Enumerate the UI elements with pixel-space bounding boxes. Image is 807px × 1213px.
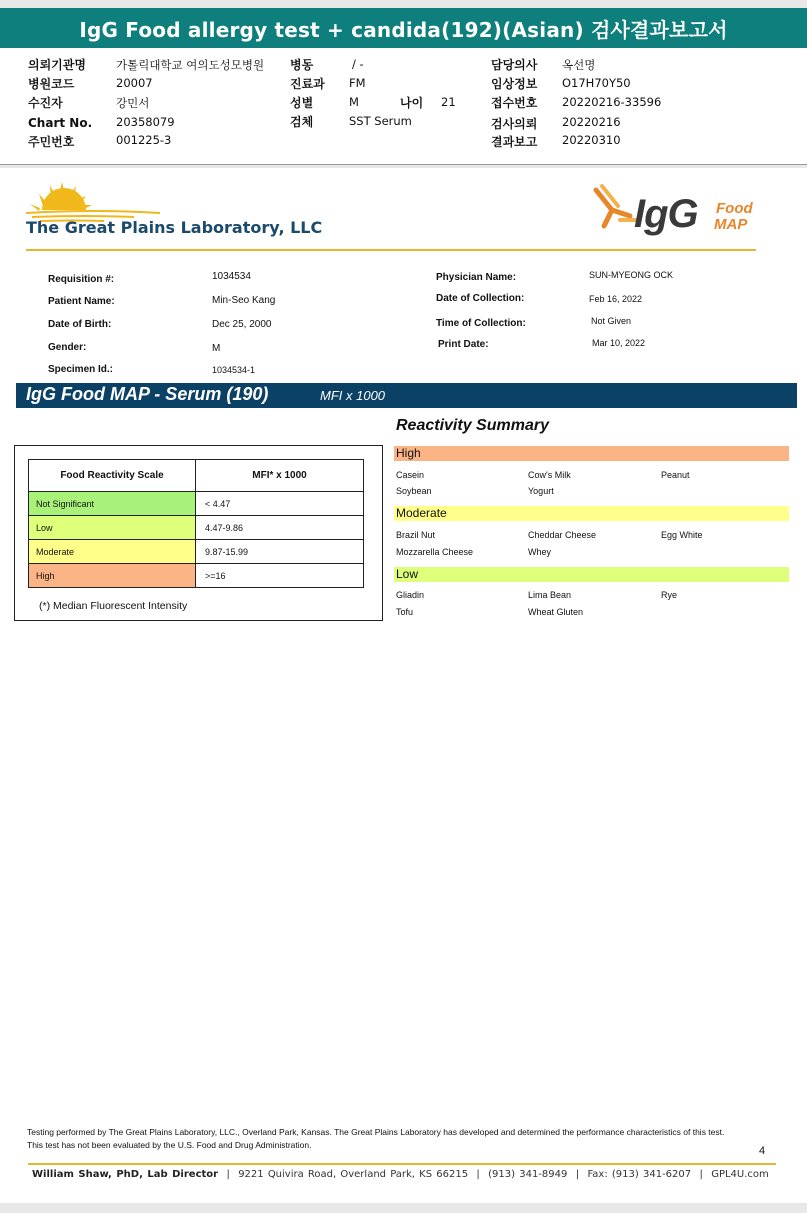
institution-label: 의뢰기관명: [28, 57, 86, 72]
collection-time-label: Time of Collection:: [436, 318, 526, 329]
scale-range: 9.87-15.99: [196, 540, 364, 564]
report-page: [0, 168, 807, 1203]
collection-date-value: Feb 16, 2022: [589, 294, 643, 304]
specimen-id-value: 1034534-1: [212, 365, 256, 375]
sun-logo-icon: [24, 178, 314, 248]
request-value: 20220216: [562, 115, 621, 129]
ward-value: / -: [352, 57, 364, 71]
header-divider: [26, 249, 756, 251]
collection-time-value: Not Given: [591, 316, 632, 326]
sex-label: 성별: [290, 95, 314, 110]
report-title: IgG Food allergy test + candida(192)(Asian) 검사결과보고서: [0, 8, 807, 48]
summary-item: Cheddar Cheese: [528, 530, 597, 540]
summary-item: Whey: [528, 547, 552, 557]
specimen-value: SST Serum: [349, 114, 412, 128]
summary-item: Lima Bean: [528, 590, 572, 600]
physician-label: Physician Name:: [436, 272, 517, 283]
ward-label: 병동: [290, 57, 314, 72]
summary-item: Mozzarella Cheese: [396, 547, 474, 557]
chart-no-value: 20358079: [116, 115, 175, 129]
summary-band-low: Low: [394, 567, 789, 582]
patient-name-label: Patient Name:: [48, 296, 115, 307]
summary-item: Brazil Nut: [396, 530, 436, 540]
logo-igg-text: IgG: [634, 192, 698, 236]
map-title: IgG Food MAP - Serum (190): [26, 384, 269, 404]
scale-range: 4.47-9.86: [196, 516, 364, 540]
igg-food-map-logo: [590, 182, 760, 248]
dept-label: 진료과: [290, 76, 325, 91]
summary-item: Gliadin: [396, 590, 425, 600]
receipt-label: 접수번호: [491, 95, 538, 110]
clinical-label: 임상정보: [491, 76, 538, 91]
scale-level: Low: [29, 516, 196, 540]
patient-name-value: Min-Seo Kang: [212, 295, 276, 306]
summary-item: Wheat Gluten: [528, 607, 584, 617]
scale-level: Moderate: [29, 540, 196, 564]
age-value: 21: [441, 95, 456, 109]
summary-item: Soybean: [396, 486, 432, 496]
logo-food-text: Food: [716, 200, 753, 217]
scale-header-right: MFI* x 1000: [196, 460, 364, 492]
gender-label: Gender:: [48, 342, 87, 353]
scale-row: [29, 540, 364, 564]
scale-level: Not Significant: [29, 492, 196, 516]
scale-row: [29, 492, 364, 516]
map-subtitle: MFI x 1000: [320, 388, 386, 403]
summary-item: Yogurt: [528, 486, 554, 496]
summary-item: Peanut: [661, 470, 690, 480]
resident-no-value: 001225-3: [116, 133, 172, 147]
scale-range: >=16: [196, 564, 364, 588]
scale-level: High: [29, 564, 196, 588]
patient-value: 강민서: [116, 96, 150, 110]
dob-value: Dec 25, 2000: [212, 319, 272, 330]
result-value: 20220310: [562, 133, 621, 147]
specimen-label: 검체: [290, 114, 314, 129]
doctor-label: 담당의사: [491, 57, 538, 72]
summary-item: Casein: [396, 470, 425, 480]
print-date-label: Print Date:: [438, 339, 489, 350]
lab-website[interactable]: GPL4U.com: [711, 1169, 769, 1180]
institution-value: 가톨릭대학교 여의도성모병원: [116, 58, 265, 72]
summary-item: Cow's Milk: [528, 470, 571, 480]
hospital-code-value: 20007: [116, 76, 153, 90]
summary-item: Egg White: [661, 530, 703, 540]
logo-map-text: MAP: [714, 216, 748, 233]
testing-footnote: Testing performed by The Great Plains Laboratory, LLC., Overland Park, Kansas. The Great Plains Laboratory has developed and determined the performance characteristics of this test. This test has not been evaluated by the U.S. Food and Drug Administration.: [27, 1127, 725, 1150]
sex-value: M: [349, 95, 359, 109]
summary-band-high: High: [394, 446, 789, 461]
collection-date-label: Date of Collection:: [436, 293, 525, 304]
summary-item: Rye: [661, 590, 678, 600]
footer-contact: William Shaw, PhD, Lab Director | 9221 Quivira Road, Overland Park, KS 66215 | (913) 341-8949 | Fax: (913) 341-6207 | GPL4U.com: [32, 1169, 769, 1180]
scale-footnote: (*) Median Fluorescent Intensity: [39, 600, 188, 612]
dob-label: Date of Birth:: [48, 319, 112, 330]
lab-director: William Shaw, PhD, Lab Director: [32, 1169, 219, 1180]
chart-no-label: Chart No.: [28, 116, 93, 130]
reactivity-scale-box: [14, 445, 383, 621]
reactivity-scale-table: [28, 459, 364, 588]
specimen-id-label: Specimen Id.:: [48, 364, 114, 375]
hospital-code-label: 병원코드: [28, 76, 75, 91]
physician-value: SUN-MYEONG OCK: [589, 270, 674, 280]
receipt-value: 20220216-33596: [562, 95, 662, 109]
summary-title: Reactivity Summary: [396, 417, 549, 434]
clinical-value: O17H70Y50: [562, 76, 631, 90]
patient-label: 수진자: [28, 95, 63, 110]
requisition-label: Requisition #:: [48, 274, 115, 285]
report-info-panel: [0, 48, 807, 165]
lab-name: The Great Plains Laboratory, LLC: [26, 218, 323, 237]
requisition-value: 1034534: [212, 271, 251, 282]
result-label: 결과보고: [491, 134, 538, 149]
request-label: 검사의뢰: [491, 116, 538, 131]
scale-row: [29, 516, 364, 540]
footer-divider: [28, 1163, 776, 1165]
print-date-value: Mar 10, 2022: [592, 338, 646, 348]
map-title-band: [16, 383, 797, 408]
scale-row: [29, 564, 364, 588]
scale-range: < 4.47: [196, 492, 364, 516]
lab-phone: (913) 341-8949: [488, 1169, 568, 1180]
lab-fax: Fax: (913) 341-6207: [587, 1169, 692, 1180]
lab-address: 9221 Quivira Road, Overland Park, KS 66215: [238, 1169, 469, 1180]
summary-band-moderate: Moderate: [394, 506, 789, 521]
resident-no-label: 주민번호: [28, 134, 75, 149]
age-label: 나이: [400, 95, 424, 110]
doctor-value: 옥선명: [562, 58, 596, 72]
page-number: 4: [759, 1145, 766, 1157]
gender-value: M: [212, 343, 221, 354]
summary-item: Tofu: [396, 607, 414, 617]
scale-header-left: Food Reactivity Scale: [29, 460, 196, 492]
dept-value: FM: [349, 76, 366, 90]
